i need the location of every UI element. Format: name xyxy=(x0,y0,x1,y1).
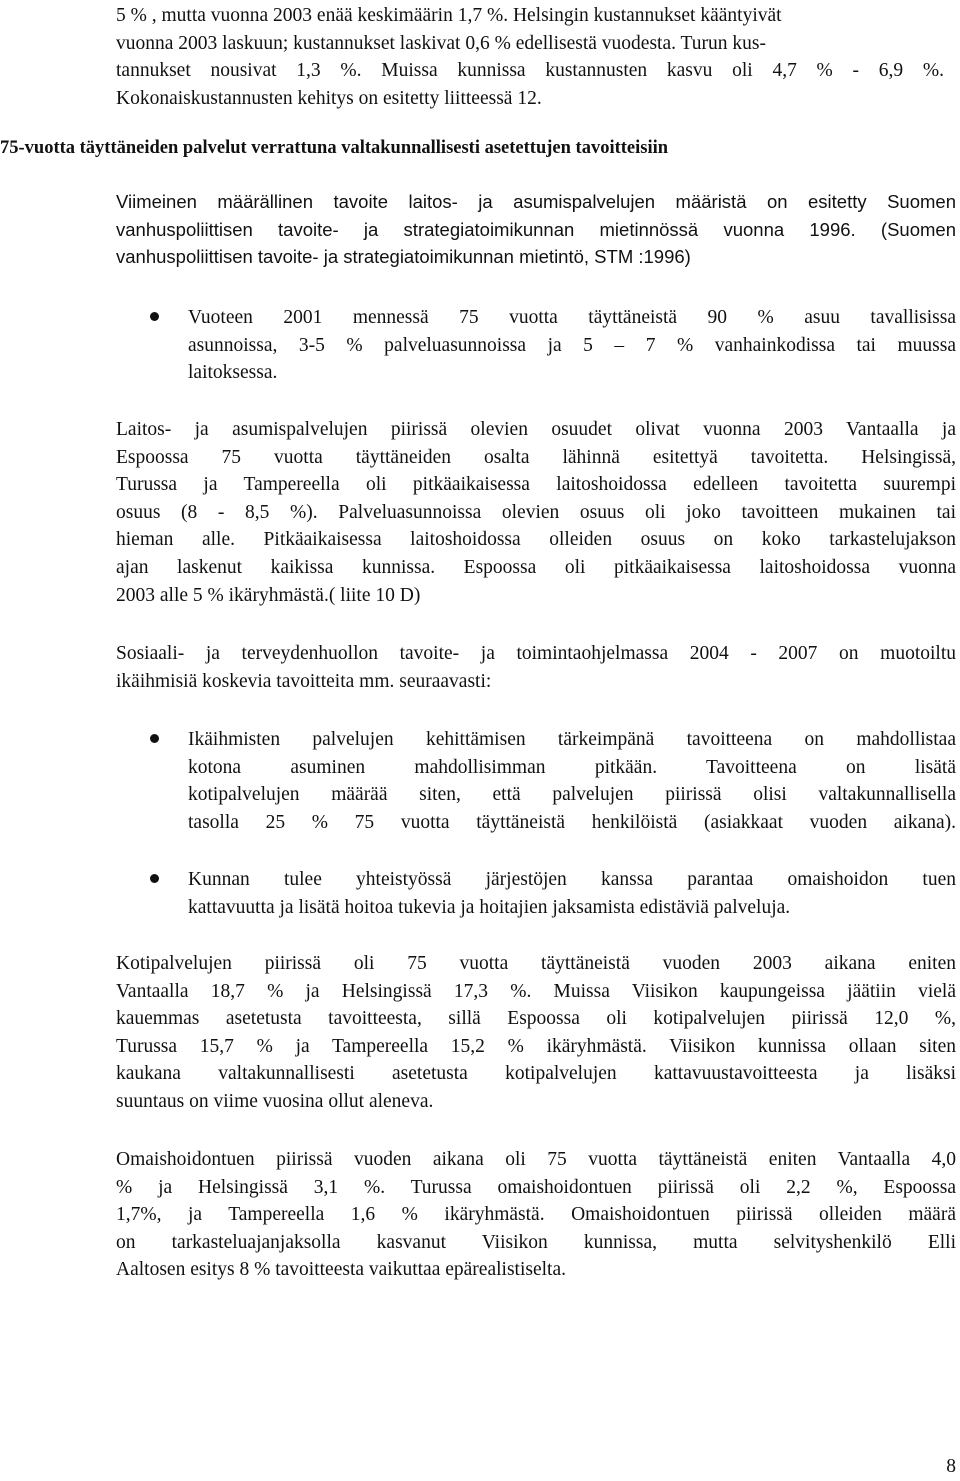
text-line: kattavuutta ja lisätä hoitoa tukevia ja hoitajien jaksamista edistäviä palveluja. xyxy=(188,896,791,918)
text-line: tasolla 25 % 75 vuotta täyttäneistä henkilöistä (asiakkaat vuoden aikana). xyxy=(188,811,956,833)
text-line: Turussa ja Tampereella oli pitkäaikaisessa laitoshoidossa edelleen tavoitetta suurempi xyxy=(116,474,956,496)
bullet-text xyxy=(188,866,956,921)
bullet-icon xyxy=(150,874,159,883)
text-line: Turussa 15,7 % ja Tampereella 15,2 % ikäryhmästä. Viisikon kunnissa ollaan siten xyxy=(116,1035,956,1057)
text-line: vuonna 2003 laskuun; kustannukset laskivat 0,6 % edellisestä vuodesta. Turun kus- xyxy=(116,32,766,54)
text-line: kaukana valtakunnallisesti asetetusta kotipalvelujen kattavuustavoitteesta ja lisäksi xyxy=(116,1063,956,1085)
text-line: 5 % , mutta vuonna 2003 enää keskimäärin 1,7 %. Helsingin kustannukset kääntyivät xyxy=(116,5,782,26)
text-line: ajan laskenut kaikissa kunnissa. Espoossa oli pitkäaikaisessa laitoshoidossa vuonna xyxy=(116,556,956,578)
text-line: 2003 alle 5 % ikäryhmästä.( liite 10 D) xyxy=(116,584,421,606)
text-line: asunnoissa, 3-5 % palveluasunnoissa ja 5 – 7 % vanhainkodissa tai muussa xyxy=(188,334,956,356)
bullet-text xyxy=(188,304,956,387)
text-line: Aaltosen esitys 8 % tavoitteesta vaikuttaa epärealistiselta. xyxy=(116,1259,566,1281)
text-line: hieman alle. Pitkäaikaisessa laitoshoidossa olleiden osuus on koko tarkastelujakson xyxy=(116,529,956,551)
text-line: ikäihmisiä koskevia tavoitteita mm. seuraavasti: xyxy=(116,670,492,692)
text-line: Viimeinen määrällinen tavoite laitos- ja asumispalvelujen määristä on esitetty Suomen xyxy=(116,191,956,212)
paragraph-services-2003 xyxy=(116,416,956,609)
page-number: 8 xyxy=(946,1456,956,1477)
text-line: Omaishoidontuen piirissä vuoden aikana oli 75 vuotta täyttäneistä eniten Vantaalla 4,0 xyxy=(116,1149,956,1170)
text-line: kotona asuminen mahdollisimman pitkään. Tavoitteena on lisätä xyxy=(188,756,956,778)
text-line: Sosiaali- ja terveydenhuollon tavoite- ja toimintaohjelmassa 2004 - 2007 on muotoiltu xyxy=(116,643,956,664)
text-line: Espoossa 75 vuotta täyttäneiden osalta lähinnä esitettyä tavoitetta. Helsingissä, xyxy=(116,446,956,468)
paragraph-program-2004-2007 xyxy=(116,640,956,695)
text-line: tannukset nousivat 1,3 %. Muissa kunnissa kustannusten kasvu oli 4,7 % - 6,9 %. xyxy=(116,60,944,82)
text-line: suuntaus on viime vuosina ollut aleneva. xyxy=(116,1090,434,1112)
bullet-icon xyxy=(150,734,159,743)
text-line: kotipalvelujen määrää siten, että palvelujen piirissä olisi valtakunnallisella xyxy=(188,784,956,806)
paragraph-home-services xyxy=(116,950,956,1116)
text-line: vanhuspoliittisen tavoite- ja strategiatoimikunnan mietinnössä vuonna 1996. (Suomen xyxy=(116,218,956,240)
text-line: vanhuspoliittisen tavoite- ja strategiatoimikunnan mietintö, STM :1996) xyxy=(116,246,691,267)
text-line: Laitos- ja asumispalvelujen piirissä olevien osuudet olivat vuonna 2003 Vantaalla ja xyxy=(116,419,956,440)
text-line: Ikäihmisten palvelujen kehittämisen tärkeimpänä tavoitteena on mahdollistaa xyxy=(188,729,956,750)
text-line: on tarkasteluajanjaksolla kasvanut Viisikon kunnissa, mutta selvityshenkilö Elli xyxy=(116,1231,956,1253)
section-heading: 75-vuotta täyttäneiden palvelut verrattuna valtakunnallisesti asetettujen tavoitteisiin xyxy=(0,138,669,158)
intro-paragraph xyxy=(116,2,956,112)
paragraph-caregiver-allowance xyxy=(116,1146,956,1284)
text-line: osuus (8 - 8,5 %). Palveluasunnoissa olevien osuus oli joko tavoitteen mukainen tai xyxy=(116,501,956,523)
text-line: kauemmas asetetusta tavoitteesta, sillä Espoossa oli kotipalvelujen piirissä 12,0 %, xyxy=(116,1008,956,1030)
text-line: Vuoteen 2001 mennessä 75 vuotta täyttäneistä 90 % asuu tavallisissa xyxy=(188,307,956,328)
text-line: % ja Helsingissä 3,1 %. Turussa omaishoidontuen piirissä oli 2,2 %, Espoossa xyxy=(116,1176,956,1198)
text-line: laitoksessa. xyxy=(188,362,278,384)
text-line: Kotipalvelujen piirissä oli 75 vuotta täyttäneistä vuoden 2003 aikana eniten xyxy=(116,953,956,974)
text-line: Kokonaiskustannusten kehitys on esitetty liitteessä 12. xyxy=(116,87,542,109)
paragraph-target-1996 xyxy=(116,188,956,271)
text-line: Vantaalla 18,7 % ja Helsingissä 17,3 %. Muissa Viisikon kaupungeissa jäätiin vielä xyxy=(116,980,956,1002)
bullet-text xyxy=(188,726,956,836)
bullet-icon xyxy=(150,312,159,321)
text-line: 1,7%, ja Tampereella 1,6 % ikäryhmästä. Omaishoidontuen piirissä olleiden määrä xyxy=(116,1204,956,1226)
text-line: Kunnan tulee yhteistyössä järjestöjen kanssa parantaa omaishoidon tuen xyxy=(188,869,956,890)
